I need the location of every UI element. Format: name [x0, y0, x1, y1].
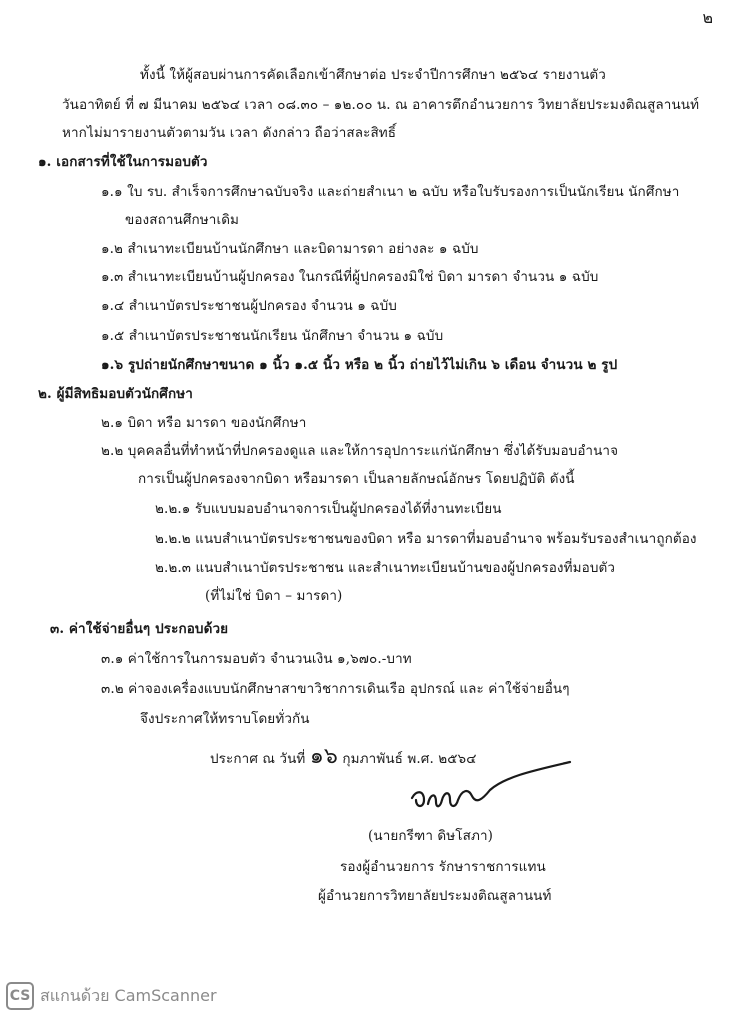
- section-3-item: ๓.๒ ค่าจองเครื่องแบบนักศึกษาสาขาวิชาการเดินเรือ อุปกรณ์ และ ค่าใช้จ่ายอื่นๆ: [101, 681, 570, 697]
- announcement-day: ๑๖: [309, 744, 338, 769]
- closing-line: จึงประกาศให้ทราบโดยทั่วกัน: [140, 711, 310, 727]
- section-2-item: การเป็นผู้ปกครองจากบิดา หรือมารดา เป็นลายลักษณ์อักษร โดยปฏิบัติ ดังนี้: [138, 471, 575, 487]
- intro-line-3: หากไม่มารายงานตัวตามวัน เวลา ดังกล่าว ถือว่าสละสิทธิ์: [62, 125, 397, 141]
- section-1-item: ของสถานศึกษาเดิม: [125, 212, 240, 228]
- signatory-title-2: ผู้อำนวยการวิทยาลัยประมงติณสูลานนท์: [318, 888, 552, 904]
- page-number: ๒: [702, 8, 713, 27]
- announcement-prefix: ประกาศ ณ วันที่: [210, 751, 306, 767]
- section-2-item: ๒.๒ บุคคลอื่นที่ทำหน้าที่ปกครองดูแล และให้การอุปการะแก่นักศึกษา ซึ่งได้รับมอบอำนาจ: [101, 443, 619, 459]
- announcement-suffix: กุมภาพันธ์ พ.ศ. ๒๕๖๔: [342, 751, 477, 767]
- intro-line-2: วันอาทิตย์ ที่ ๗ มีนาคม ๒๕๖๔ เวลา ๐๘.๓๐ – ๑๒.๐๐ น. ณ อาคารตึกอำนวยการ วิทยาลัยประมงติณสูลานนท์: [62, 97, 700, 113]
- section-2-subitem-note: (ที่ไม่ใช่ บิดา – มารดา): [205, 588, 343, 604]
- section-3-heading: ๓. ค่าใช้จ่ายอื่นๆ ประกอบด้วย: [50, 621, 229, 637]
- section-3-item: ๓.๑ ค่าใช้การในการมอบตัว จำนวนเงิน ๑,๖๗๐.-บาท: [101, 651, 412, 667]
- section-1-item: ๑.๒ สำเนาทะเบียนบ้านนักศึกษา และบิดามารดา อย่างละ ๑ ฉบับ: [101, 241, 479, 257]
- section-2-heading: ๒. ผู้มีสิทธิมอบตัวนักศึกษา: [38, 386, 193, 402]
- section-2-item: ๒.๑ บิดา หรือ มารดา ของนักศึกษา: [101, 415, 307, 431]
- camscanner-logo-icon: CS: [6, 982, 34, 1010]
- section-2-subitem: ๒.๒.๓ แนบสำเนาบัตรประชาชน และสำเนาทะเบียนบ้านของผู้ปกครองที่มอบตัว: [155, 560, 616, 576]
- section-1-item: ๑.๓ สำเนาทะเบียนบ้านผู้ปกครอง ในกรณีที่ผู้ปกครองมิใช่ บิดา มารดา จำนวน ๑ ฉบับ: [101, 269, 599, 285]
- section-2-subitem: ๒.๒.๒ แนบสำเนาบัตรประชาชนของบิดา หรือ มารดาที่มอบอำนาจ พร้อมรับรองสำเนาถูกต้อง: [155, 531, 697, 547]
- section-2-subitem: ๒.๒.๑ รับแบบมอบอำนาจการเป็นผู้ปกครองได้ที่งานทะเบียน: [155, 501, 502, 517]
- camscanner-watermark: [6, 982, 217, 1010]
- handwritten-signature: [410, 760, 580, 820]
- section-1-item: ๑.๔ สำเนาบัตรประชาชนผู้ปกครอง จำนวน ๑ ฉบับ: [101, 298, 397, 314]
- section-1-item: ๑.๕ สำเนาบัตรประชาชนนักเรียน นักศึกษา จำนวน ๑ ฉบับ: [101, 328, 444, 344]
- section-1-item: ๑.๖ รูปถ่ายนักศึกษาขนาด ๑ นิ้ว ๑.๕ นิ้ว หรือ ๒ นิ้ว ถ่ายไว้ไม่เกิน ๖ เดือน จำนวน ๒ รูป: [101, 357, 618, 373]
- section-1-heading: ๑. เอกสารที่ใช้ในการมอบตัว: [38, 154, 208, 170]
- signatory-name: (นายกรีฑา ดิษโสภา): [368, 828, 493, 844]
- section-1-item: ๑.๑ ใบ รบ. สำเร็จการศึกษาฉบับจริง และถ่ายสำเนา ๒ ฉบับ หรือใบรับรองการเป็นนักเรียน นักศึกษา: [101, 184, 680, 200]
- signatory-title-1: รองผู้อำนวยการ รักษาราชการแทน: [340, 859, 546, 875]
- intro-line-1: ทั้งนี้ ให้ผู้สอบผ่านการคัดเลือกเข้าศึกษาต่อ ประจำปีการศึกษา ๒๕๖๔ รายงานตัว: [140, 67, 606, 83]
- camscanner-text: สแกนด้วย CamScanner: [40, 985, 217, 1005]
